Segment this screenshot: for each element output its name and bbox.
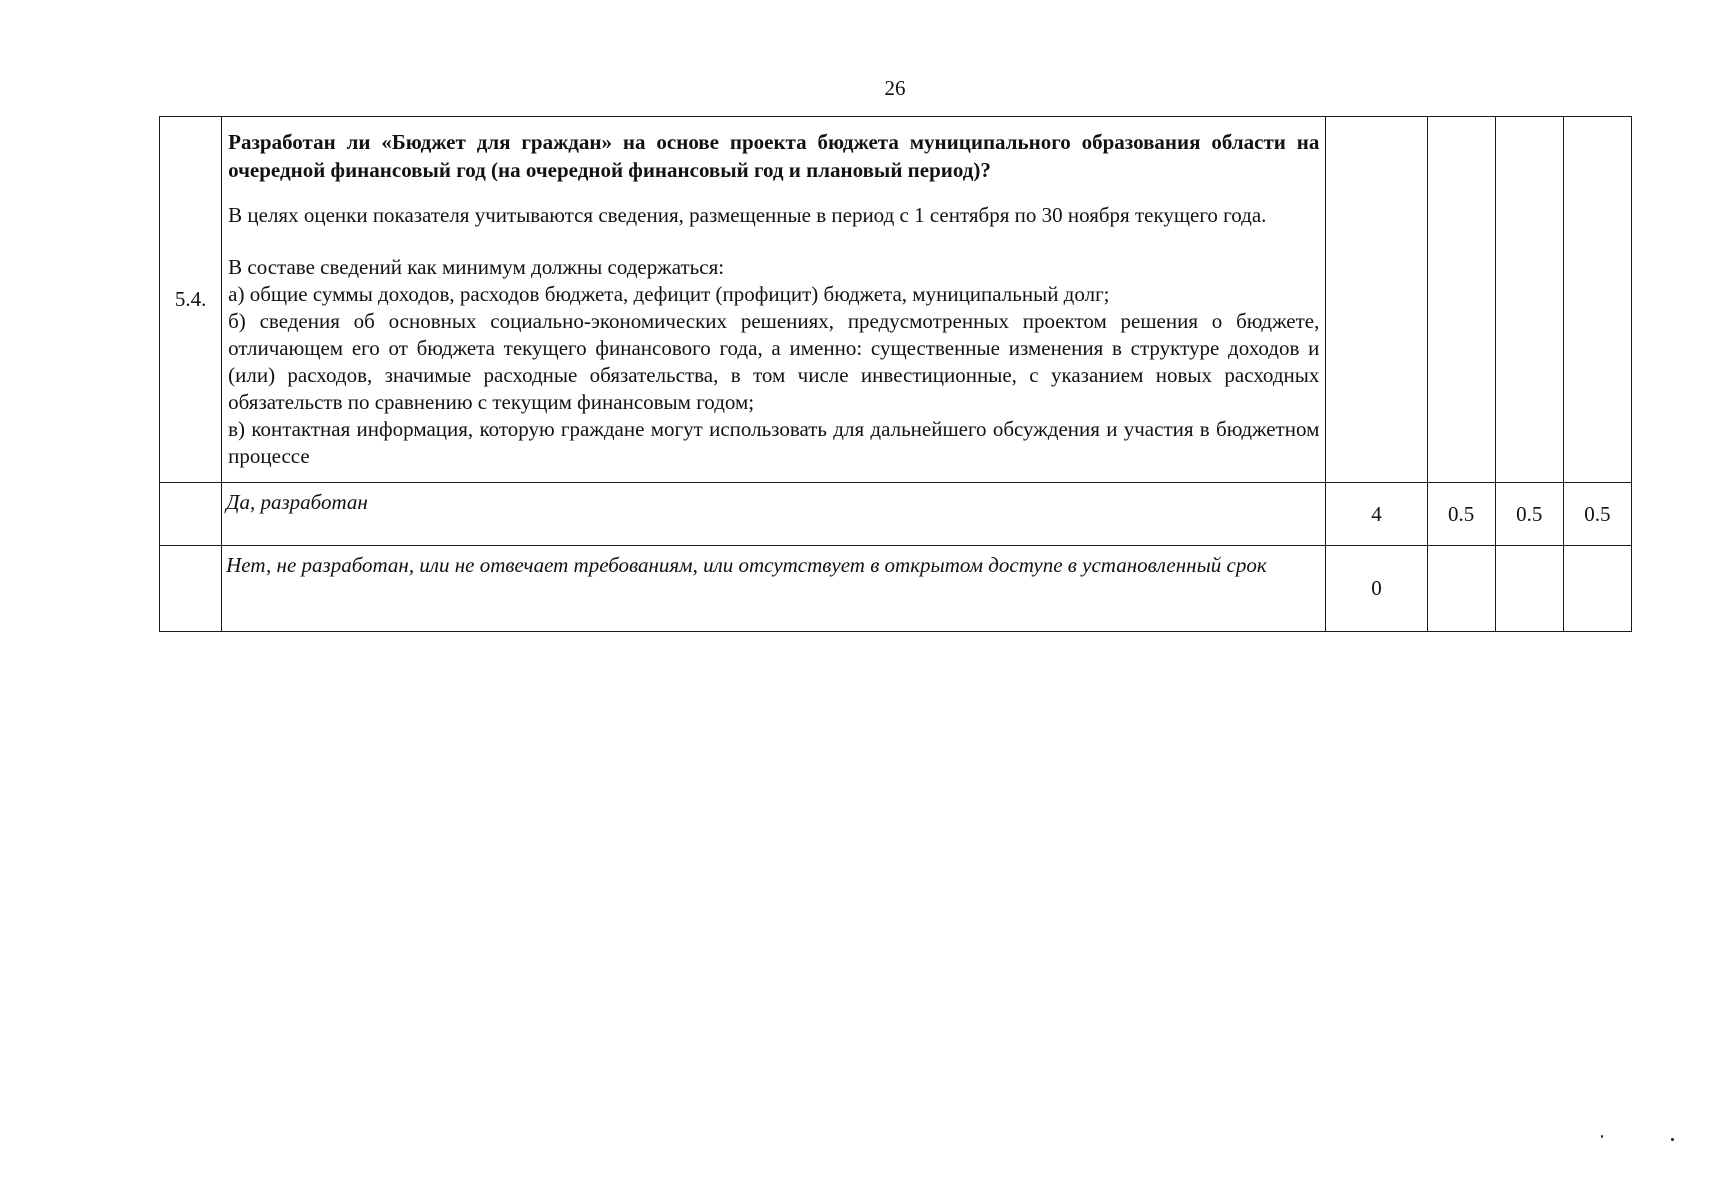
criteria-table (159, 116, 1632, 632)
answer-weight-1 (1427, 546, 1495, 632)
answer-score: 4 (1326, 483, 1427, 546)
answer-text: Нет, не разработан, или не отвечает требованиям, или отсутствует в открытом доступе в установленный срок (222, 546, 1326, 632)
table-row-question (160, 117, 1632, 483)
period-note: В целях оценки показателя учитываются сведения, размещенные в период с 1 сентября по 30 ноября текущего года. (228, 203, 1267, 227)
weight-cell-empty (1427, 117, 1495, 483)
page-number: 26 (884, 76, 906, 100)
item-number: 5.4. (160, 117, 222, 483)
scan-speck (1601, 1135, 1603, 1138)
answer-weight-2 (1495, 546, 1563, 632)
answer-weight-3 (1563, 546, 1631, 632)
answer-score: 0 (1326, 546, 1427, 632)
answer-weight-3: 0.5 (1563, 483, 1631, 546)
answer-text: Да, разработан (222, 483, 1326, 546)
requirement-c: в) контактная информация, которую граждане могут использовать для дальнейшего обсуждения и участия в бюджетном процессе (228, 417, 1320, 468)
number-cell-empty (160, 483, 222, 546)
weight-cell-empty (1495, 117, 1563, 483)
answer-weight-2: 0.5 (1495, 483, 1563, 546)
weight-cell-empty (1563, 117, 1631, 483)
requirement-a: а) общие суммы доходов, расходов бюджета, дефицит (профицит) бюджета, муниципальный долг; (228, 282, 1110, 306)
requirement-b: б) сведения об основных социально-экономических решениях, предусмотренных проектом решения о бюджете, отличающем его от бюджета текущего финансового года, а именно: существенные изменения в структуре доходов и (или) расходов, значимые расходные обязательства, в том числе инвестиционные, с указанием новых расходных обязательств по сравнению с текущим финансовым годом; (228, 309, 1320, 414)
table-row-answer (160, 483, 1632, 546)
answer-weight-1: 0.5 (1427, 483, 1495, 546)
number-cell-empty (160, 546, 222, 632)
requirements-intro: В составе сведений как минимум должны содержаться: (228, 255, 725, 279)
question-text: Разработан ли «Бюджет для граждан» на основе проекта бюджета муниципального образования области на очередной финансовый год (на очередной финансовый год и плановый период)? (228, 130, 1320, 182)
scan-speck (1671, 1138, 1674, 1141)
table-row-answer (160, 546, 1632, 632)
score-cell-empty (1326, 117, 1427, 483)
item-description (222, 117, 1326, 483)
